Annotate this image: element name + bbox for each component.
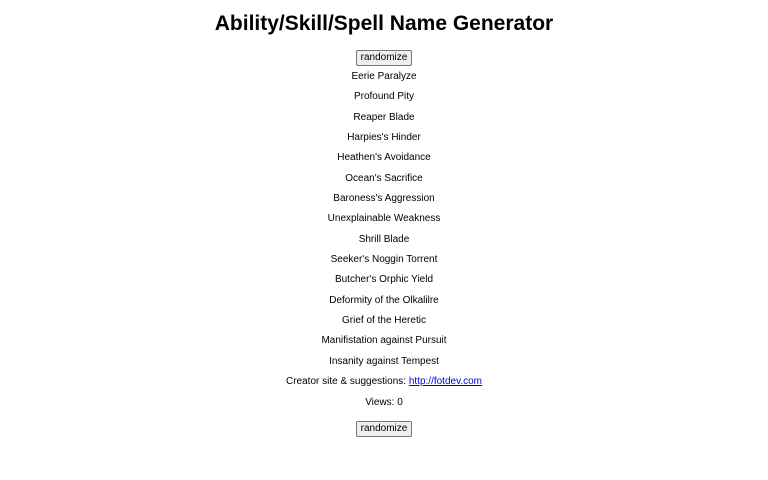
list-item: Butcher's Orphic Yield bbox=[334, 274, 434, 286]
list-item: Heathen's Avoidance bbox=[337, 152, 431, 164]
list-item: Ocean's Sacrifice bbox=[345, 172, 423, 184]
list-item: Unexplainable Weakness bbox=[327, 213, 441, 225]
list-item: Deformity of the Olkalilre bbox=[329, 294, 439, 306]
list-item: Seeker's Noggin Torrent bbox=[330, 254, 438, 266]
views-counter: Views: 0 bbox=[365, 396, 403, 408]
creator-line bbox=[0, 372, 768, 392]
list-item: Harpies's Hinder bbox=[347, 132, 421, 144]
list-item: Baroness's Aggression bbox=[333, 193, 435, 205]
list-item: Shrill Blade bbox=[358, 233, 410, 245]
name-list bbox=[0, 67, 768, 372]
list-item: Reaper Blade bbox=[353, 111, 415, 123]
list-item: Eerie Paralyze bbox=[351, 71, 417, 82]
list-item: Grief of the Heretic bbox=[342, 315, 426, 327]
list-item: Profound Pity bbox=[353, 91, 415, 103]
creator-label: Creator site & suggestions: bbox=[285, 376, 407, 388]
list-item: Insanity against Tempest bbox=[329, 355, 439, 367]
list-item: Manifistation against Pursuit bbox=[321, 335, 447, 347]
page-title: Ability/Skill/Spell Name Generator bbox=[214, 12, 554, 35]
randomize-button-top[interactable]: randomize bbox=[356, 50, 413, 66]
randomize-button-bottom[interactable]: randomize bbox=[356, 421, 413, 437]
creator-link[interactable]: http://fotdev.com bbox=[408, 376, 483, 388]
